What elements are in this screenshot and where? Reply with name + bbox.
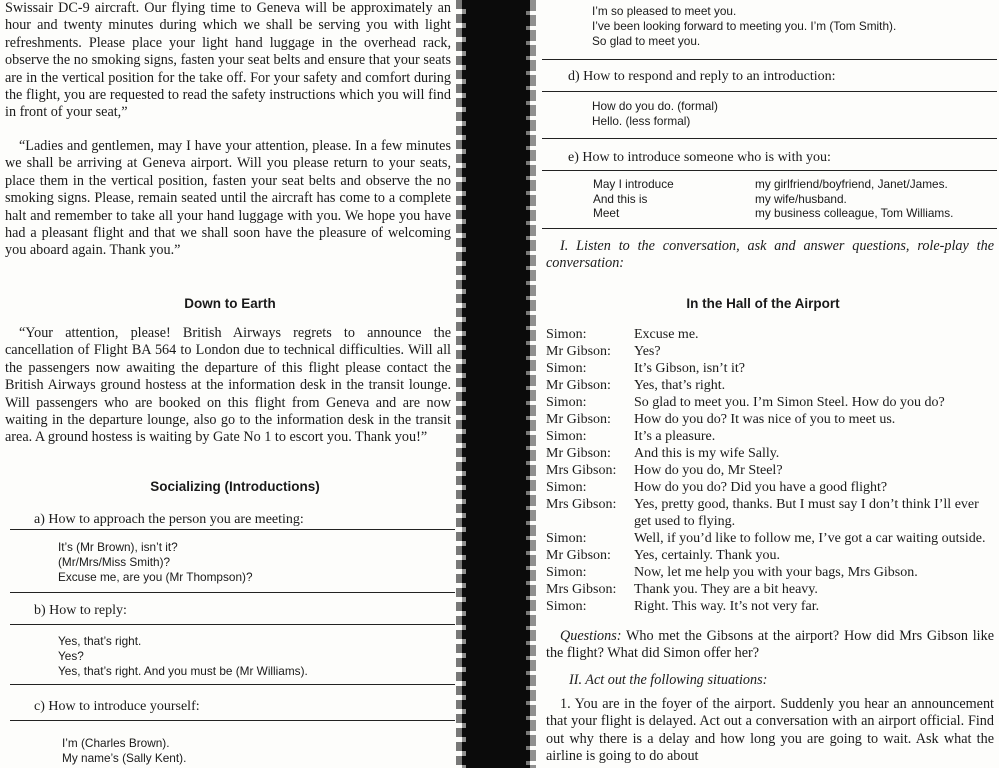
table-cell: my wife/husband.	[755, 191, 847, 206]
example-line: I’m (Charles Brown).	[62, 736, 170, 750]
dialogue-line: Yes, pretty good, thanks. But I must say I don’t think I’ll ever get used to flying.	[634, 497, 979, 529]
dialogue-line: Yes, certainly. Thank you.	[634, 548, 780, 563]
book-gutter-shadow	[462, 0, 530, 768]
dialogue-line: How do you do, Mr Steel?	[634, 463, 783, 478]
speaker: Simon:	[546, 327, 587, 342]
dialogue-row	[546, 326, 996, 343]
section-d-examples	[592, 99, 718, 129]
example-line: How do you do. (formal)	[592, 99, 718, 113]
section-b-title: b) How to reply:	[34, 603, 127, 618]
section-d-title: d) How to respond and reply to an introduction:	[568, 69, 836, 84]
dialogue-row	[546, 360, 996, 377]
dialogue-row	[546, 343, 996, 360]
example-line: I’ve been looking forward to meeting you. I’m (Tom Smith).	[592, 19, 897, 33]
example-line: (Mr/Mrs/Miss Smith)?	[58, 555, 171, 569]
intro-paragraph: Swissair DC-9 aircraft. Our flying time to Geneva will be approximately an hour and twenty minutes during which we shall be serving you with light refreshments. Please place your light hand luggage in the overhead rack, observe the no smoking signs, fasten your seat belts and ensure that your seats are in the vertical position for the take off. For your safety and comfort during the flight, you are requested to read the safety instructions which you will find in front of your seat,”	[5, 0, 451, 121]
speaker: Mrs Gibson:	[546, 582, 617, 597]
introduction-table	[593, 177, 953, 221]
dialogue-line: Now, let me help you with your bags, Mrs Gibson.	[634, 565, 918, 580]
dialogue-line: And this is my wife Sally.	[634, 446, 780, 461]
questions-paragraph	[546, 628, 994, 663]
dialogue-line: So glad to meet you. I’m Simon Steel. How do you do?	[634, 395, 945, 410]
table-cell: May I introduce	[593, 177, 674, 191]
dialogue-row	[546, 411, 996, 428]
divider	[10, 684, 455, 685]
speaker: Mrs Gibson:	[546, 463, 617, 478]
down-to-earth-heading: Down to Earth	[184, 296, 276, 311]
speaker: Mrs Gibson:	[546, 497, 617, 512]
speaker: Simon:	[546, 395, 587, 410]
example-line: So glad to meet you.	[592, 34, 701, 48]
example-line: It’s (Mr Brown), isn’t it?	[58, 540, 178, 554]
speaker: Simon:	[546, 599, 587, 614]
example-line: I’m so pleased to meet you.	[592, 4, 737, 18]
dialogue-row	[546, 462, 996, 479]
divider	[542, 170, 997, 171]
dialogue-line: It’s Gibson, isn’t it?	[634, 361, 745, 376]
hall-heading: In the Hall of the Airport	[686, 296, 840, 311]
dialogue-row	[546, 598, 996, 615]
divider	[10, 624, 455, 625]
speaker: Mr Gibson:	[546, 548, 611, 563]
example-line: Yes?	[58, 649, 84, 663]
speaker: Simon:	[546, 531, 587, 546]
speaker: Mr Gibson:	[546, 378, 611, 393]
speaker: Simon:	[546, 480, 587, 495]
top-examples	[592, 4, 896, 49]
divider	[542, 59, 997, 60]
table-cell: my business colleague, Tom Williams.	[755, 206, 954, 220]
ladies-paragraph: “Ladies and gentlemen, may I have your attention, please. In a few minutes we shall be arriving at Geneva airport. Will you please return to your seats, place them in the vertical position, fasten your seat belts and observe the no smoking signs. Please, remain seated until the aircraft has come to a complete halt and remember to take all your hand luggage with you. We hope you have had a pleasant flight and that we shall soon have the pleasure of welcoming you aboard again. Thank you.”	[5, 138, 451, 259]
dialogue-row	[546, 394, 996, 411]
task-one-instruction: I. Listen to the conversation, ask and answer questions, role-play the conversation:	[546, 238, 994, 272]
section-a-examples	[58, 540, 253, 585]
divider	[542, 138, 997, 139]
socializing-heading: Socializing (Introductions)	[150, 479, 320, 494]
speaker: Mr Gibson:	[546, 446, 611, 461]
dialogue-row	[546, 445, 996, 462]
dialogue-row	[546, 479, 996, 496]
dialogue-row	[546, 530, 996, 547]
dialogue-row	[546, 581, 996, 598]
table-cell: Meet	[593, 206, 620, 220]
dialogue-row	[546, 428, 996, 445]
example-line: My name’s (Sally Kent).	[62, 751, 187, 765]
section-c-examples	[62, 736, 186, 766]
table-cell: And this is	[593, 191, 648, 206]
example-line: Excuse me, are you (Mr Thompson)?	[58, 570, 253, 584]
dialogue-row	[546, 547, 996, 564]
dialogue-line: Yes, that’s right.	[634, 378, 726, 393]
speaker: Mr Gibson:	[546, 344, 611, 359]
section-a-title: a) How to approach the person you are meeting:	[34, 512, 304, 527]
divider	[10, 592, 455, 593]
table-cell: my girlfriend/boyfriend, Janet/James.	[755, 177, 948, 191]
example-line: Yes, that’s right. And you must be (Mr Williams).	[58, 664, 308, 678]
dialogue-line: How do you do? Did you have a good flight?	[634, 480, 888, 495]
speaker: Simon:	[546, 429, 587, 444]
divider	[10, 720, 455, 721]
speaker: Simon:	[546, 565, 587, 580]
divider	[10, 529, 455, 530]
dialogue-line: Well, if you’d like to follow me, I’ve got a car waiting outside.	[634, 531, 986, 546]
dialogue-line: Thank you. They are a bit heavy.	[634, 582, 818, 597]
section-e-title: e) How to introduce someone who is with you:	[568, 150, 831, 165]
divider	[542, 228, 997, 229]
dialogue-line: Excuse me.	[634, 327, 699, 342]
right-page	[527, 0, 999, 768]
example-line: Hello. (less formal)	[592, 114, 691, 128]
divider	[542, 91, 997, 92]
situation-one-paragraph: 1. You are in the foyer of the airport. Suddenly you hear an announcement that your flight is delayed. Act out a conversation with an airport official. Find out why there is a delay and how long you are going to wait. Ask what the airline is going to do about	[546, 696, 994, 765]
example-line: Yes, that’s right.	[58, 634, 142, 648]
section-c-title: c) How to introduce yourself:	[34, 699, 200, 714]
section-b-examples	[58, 634, 308, 679]
dialogue-row	[546, 564, 996, 581]
questions-text: Who met the Gibsons at the airport? How did Mrs Gibson like the flight? What did Simon offer her?	[546, 628, 994, 662]
dialogue-line: It’s a pleasure.	[634, 429, 716, 444]
dialogue-line: Yes?	[634, 344, 661, 359]
task-two-instruction: II. Act out the following situations:	[569, 672, 768, 688]
speaker: Simon:	[546, 361, 587, 376]
dialogue	[546, 326, 996, 615]
questions-label: Questions:	[560, 628, 622, 644]
dialogue-line: How do you do? It was nice of you to meet us.	[634, 412, 896, 427]
speaker: Mr Gibson:	[546, 412, 611, 427]
down-to-earth-paragraph: “Your attention, please! British Airways regrets to announce the cancellation of Flight BA 564 to London due to technical difficulties. Will all the passengers now awaiting the departure of this flight please contact the British Airways ground hostess at the information desk in the transit lounge. Will passengers who are booked on this flight from Geneva and are now waiting in the departure lounge, also go to the information desk in the transit area. A ground hostess is waiting by Gate No 1 to escort you. Thank you!”	[5, 325, 451, 446]
dialogue-row	[546, 377, 996, 394]
left-page	[0, 0, 468, 768]
dialogue-line: Right. This way. It’s not very far.	[634, 599, 820, 614]
dialogue-row	[546, 496, 996, 530]
